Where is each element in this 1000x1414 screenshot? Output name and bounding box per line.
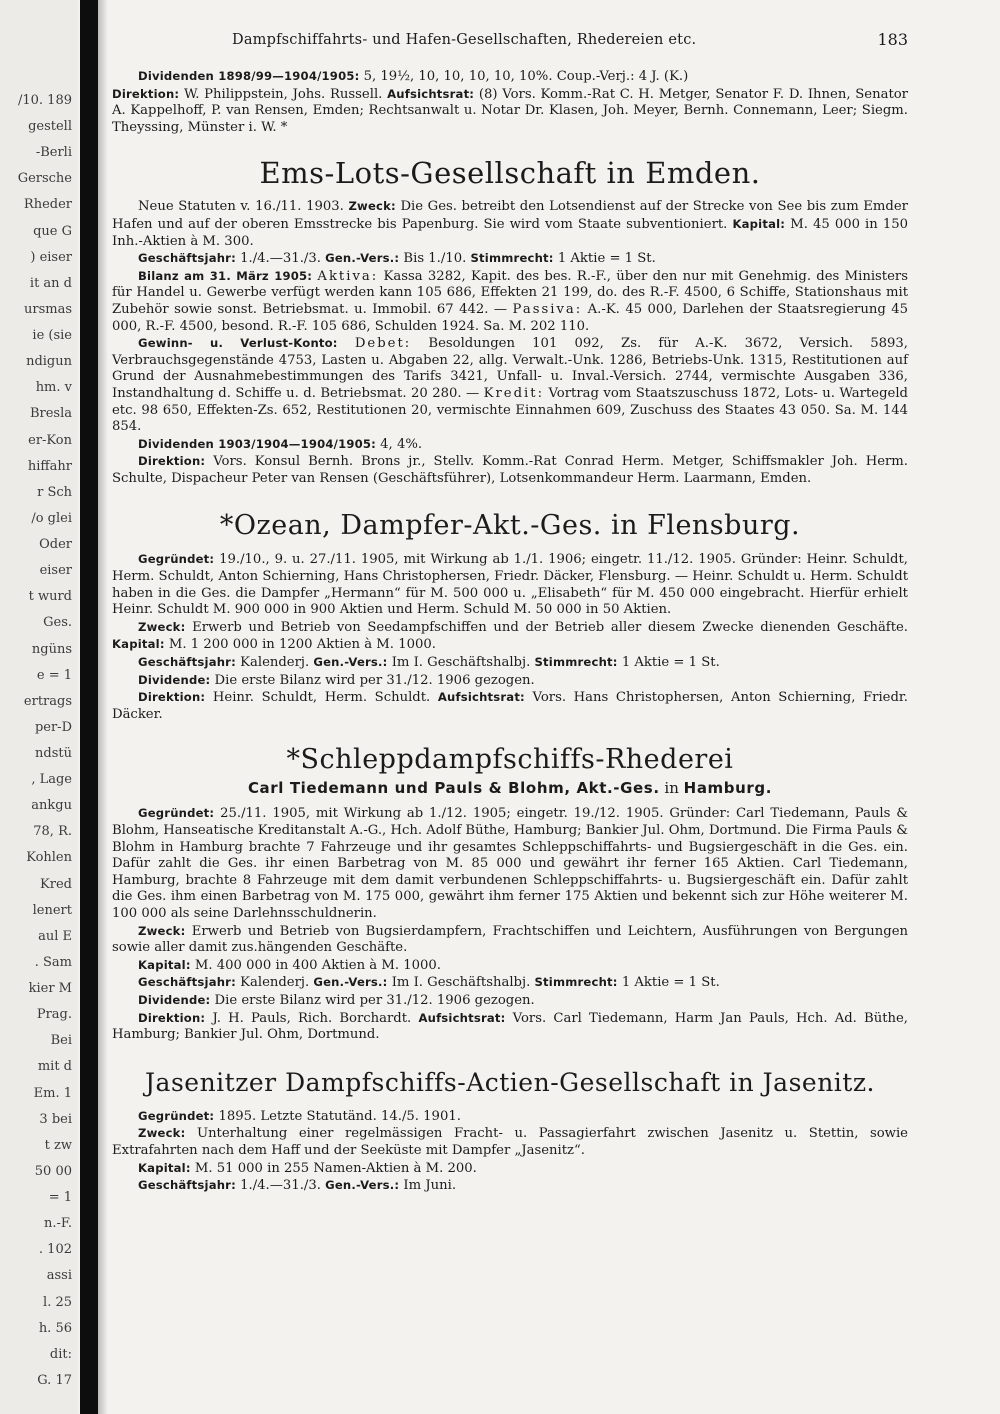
margin-fragment: hiffahr (27, 458, 72, 474)
subheading-in: in (664, 779, 679, 798)
text-debet: Besoldungen 101 092, Zs. für A.-K. 3672, Versich. 5893, Verbrauchsgegenstände 4753, Lasten u. Abgaben 22, allg. Verwalt.-Unk. 1286, Betriebs-Unk. 1315, Restitutionen auf Grund der Ausnahmebestimmungen des Tarifs 3421, Unfall- u. Inval.-Versich. 2744, vermischte Ausgaben 336, Instandhaltung d. Schiffe u. d. Betriebsmat. 20 280. — (112, 336, 908, 401)
text-dividende: Die erste Bilanz wird per 31./12. 1906 gezogen. (214, 992, 535, 1008)
margin-fragment: aul E (38, 928, 72, 944)
margin-fragment: ursmas (23, 301, 72, 317)
margin-fragment: Gersche (17, 171, 72, 187)
margin-fragment: lenert (32, 902, 72, 918)
margin-fragment: ngüns (31, 641, 72, 657)
margin-fragment: gestell (28, 119, 72, 135)
running-head (112, 28, 908, 54)
margin-fragment: ndigun (26, 354, 72, 370)
label-gegruendet: Gegründet: (138, 806, 215, 821)
jasenitz-zweck (112, 1125, 908, 1159)
ems-statuten-zweck (112, 198, 908, 250)
margin-fragment: ertrags (23, 693, 72, 709)
text-direktion: Vors. Konsul Bernh. Brons jr., Stellv. Komm.-Rat Conrad Herm. Metger, Schiffsmakler Joh. Herm. Schulte, Dispacheur Peter van Rensen (Geschäftsführer), Lotsenkommandeur Herm. Laarmann, Emden. (112, 454, 908, 486)
text-kredit: Vortrag vom Staatszuschuss 1872, Lots- u. Wartegeld etc. 98 650, Effekten-Zs. 652, Restitutionen 20, vermischte Einnahmen 609, Zuschuss des Staates 43 050. Sa. M. 144 854. (112, 385, 908, 435)
label-dividende: Dividende: (138, 672, 211, 687)
label-geschaeftsjahr: Geschäftsjahr: (138, 1178, 236, 1193)
text-stimmrecht: 1 Aktie = 1 St. (557, 251, 656, 267)
label-kapital: Kapital: (138, 957, 191, 972)
text-kapital: M. 400 000 in 400 Aktien à M. 1000. (194, 957, 441, 973)
margin-fragment: ankgu (31, 798, 72, 814)
margin-fragment: 78, R. (33, 824, 72, 840)
ems-bilanz (112, 268, 908, 335)
text-direktion: Heinr. Schuldt, Herm. Schuldt. (212, 690, 431, 706)
ems-direktion (112, 453, 908, 487)
margin-fragment: dit: (49, 1346, 72, 1362)
entry-ozean (112, 511, 908, 723)
entry-ems-lots (112, 158, 908, 487)
label-stimmrecht: Stimmrecht: (534, 655, 618, 670)
label-direktion: Direktion: (112, 86, 180, 101)
margin-fragment: Bei (50, 1033, 72, 1049)
label-geschaeftsjahr: Geschäftsjahr: (138, 251, 236, 266)
jasenitz-geschaeftsjahr (112, 1177, 908, 1195)
margin-fragment: kier M (28, 981, 72, 997)
margin-fragment: . Sam (34, 954, 72, 970)
text-kapital: M. 1 200 000 in 1200 Aktien à M. 1000. (168, 637, 436, 653)
margin-fragment: , Lage (31, 772, 72, 788)
margin-fragment: it an d (29, 275, 72, 291)
label-kapital: Kapital: (112, 637, 165, 652)
label-gegruendet: Gegründet: (138, 1108, 215, 1123)
subheading-city: Hamburg. (683, 779, 773, 798)
gutter-shadow (98, 0, 108, 1414)
label-direktion: Direktion: (138, 1010, 206, 1025)
text-stimmrecht: 1 Aktie = 1 St. (621, 655, 720, 671)
margin-fragment: 3 bei (39, 1111, 72, 1127)
text-statuten: Neue Statuten v. 16./11. 1903. (138, 199, 344, 215)
margin-fragment: Kred (40, 876, 72, 892)
margin-fragment: que G (33, 223, 72, 239)
text-dividende: Die erste Bilanz wird per 31./12. 1906 gezogen. (214, 672, 535, 688)
label-kapital: Kapital: (138, 1160, 191, 1175)
entry-jasenitz (112, 1068, 908, 1195)
text-kapital: M. 45 000 in 150 Inh.-Aktien à M. 300. (112, 216, 908, 249)
facing-page-margin (0, 0, 78, 1414)
margin-fragment: . 102 (38, 1242, 72, 1258)
margin-fragment: n.-F. (43, 1216, 72, 1232)
text-geschaeftsjahr: Kalenderj. (240, 655, 310, 671)
text-passiva: A.-K. 45 000, Darlehen der Staatsregierung 45 000, R.-F. 4500, besond. R.-F. 105 686, Schulden 1924. Sa. M. 202 110. (112, 301, 908, 334)
text-zweck: Die Ges. betreibt den Lotsendienst auf der Strecke von See bis zum Emder Hafen und auf der oberen Emsstrecke bis Papenburg. Sie wird vom Staate subventioniert. (112, 199, 908, 232)
label-debet: Debet: (354, 336, 412, 352)
ozean-geschaeftsjahr (112, 654, 908, 672)
margin-fragment: Kohlen (26, 850, 72, 866)
running-title: Dampfschiffahrts- und Hafen-Gesellschaften, Rhedereien etc. (232, 32, 697, 48)
schlepp-dividende (112, 992, 908, 1010)
label-bilanz: Bilanz am 31. März 1905: (138, 268, 313, 283)
margin-fragment: t wurd (28, 589, 72, 605)
ems-geschaeftsjahr (112, 250, 908, 268)
text-gen-vers: Im I. Geschäftshalbj. (391, 975, 531, 991)
margin-fragment: t zw (44, 1137, 72, 1153)
label-aktiva: Aktiva: (317, 268, 379, 284)
label-aufsichtsrat: Aufsichtsrat: (387, 86, 475, 101)
ozean-direktion (112, 689, 908, 723)
entry-subheading (112, 779, 908, 797)
intro-entry (112, 68, 908, 136)
ems-dividenden (112, 436, 908, 454)
jasenitz-kapital (112, 1160, 908, 1178)
text-aufsichtsrat: Vors. Hans Christophersen, Anton Schierning, Friedr. Däcker. (112, 690, 908, 722)
page-number: 183 (877, 30, 908, 49)
label-dividende: Dividende: (138, 992, 211, 1007)
margin-fragment: Prag. (36, 1007, 72, 1023)
text-geschaeftsjahr: 1./4.—31./3. (240, 251, 321, 267)
text-geschaeftsjahr: Kalenderj. (240, 975, 310, 991)
label-kredit: Kredit: (483, 385, 545, 401)
jasenitz-gegruendet (112, 1108, 908, 1126)
ozean-gegruendet (112, 551, 908, 618)
book-gutter (80, 0, 98, 1414)
margin-fragment: Bresla (29, 406, 72, 422)
subheading-company: Carl Tiedemann und Pauls & Blohm, Akt.-Ges. (247, 779, 660, 798)
label-stimmrecht: Stimmrecht: (534, 975, 618, 990)
text-gegruendet: 1895. Letzte Statutänd. 14./5. 1901. (218, 1108, 461, 1124)
label-zweck: Zweck: (138, 619, 186, 634)
text-aufsichtsrat: (8) Vors. Komm.-Rat C. H. Metger, Senator F. D. Ihnen, Senator A. Kappelhoff, P. van Rensen, Emden; Rechtsanwalt u. Notar Dr. Klasen, Joh. Meyer, Bernh. Connemann, Leer; Siegm. Theyssing, Münster i. W. * (112, 86, 908, 135)
label-geschaeftsjahr: Geschäftsjahr: (138, 975, 236, 990)
text-zweck: Unterhaltung einer regelmässigen Fracht- u. Passagierfahrt zwischen Jasenitz u. Stettin, sowie Extrafahrten nach dem Haff und der Seeküste mit Dampfer „Jasenitz“. (112, 1126, 908, 1158)
ems-gewinn-verlust (112, 335, 908, 436)
label-zweck: Zweck: (138, 1126, 186, 1141)
ozean-dividende (112, 672, 908, 690)
label-gewinn-verlust: Gewinn- u. Verlust-Konto: (138, 336, 338, 351)
label-aufsichtsrat: Aufsichtsrat: (437, 690, 525, 705)
margin-fragment: -Berli (35, 145, 72, 161)
label-passiva: Passiva: (512, 301, 583, 317)
text-stimmrecht: 1 Aktie = 1 St. (621, 975, 720, 991)
label-zweck: Zweck: (348, 199, 396, 214)
label-gen-vers: Gen.-Vers.: (313, 975, 388, 990)
label-aufsichtsrat: Aufsichtsrat: (418, 1010, 506, 1025)
entry-heading: Jasenitzer Dampfschiffs-Actien-Gesellschaft in Jasenitz. (145, 1067, 875, 1097)
text-gegruendet: 19./10., 9. u. 27./11. 1905, mit Wirkung ab 1./1. 1906; eingetr. 11./12. 1905. Gründer: Heinr. Schuldt, Herm. Schuldt, Anton Schierning, Hans Christophersen, Friedr. Däcker, Flensburg. — Heinr. Schuldt u. Herm. Schuldt haben in die Ges. die Dampfer „Hermann“ für M. 500 000 u. „Elisabeth“ für M. 450 000 eingebracht. Hierfür erhielt Heinr. Schuldt M. 900 000 in 900 Aktien und Herm. Schuld M. 50 000 in 50 Aktien. (112, 552, 908, 618)
intro-dividenden (112, 68, 908, 136)
label-gen-vers: Gen.-Vers.: (313, 655, 388, 670)
text-gen-vers: Bis 1./10. (403, 251, 467, 267)
schlepp-direktion (112, 1010, 908, 1044)
label-direktion: Direktion: (138, 454, 206, 469)
margin-fragment: 50 00 (34, 1163, 72, 1179)
margin-fragment: er-Kon (28, 432, 72, 448)
margin-fragment: l. 25 (43, 1294, 72, 1310)
label-gen-vers: Gen.-Vers.: (325, 251, 400, 266)
margin-fragment: e = 1 (36, 667, 72, 683)
margin-fragment: assi (46, 1268, 72, 1284)
margin-fragment: r Sch (37, 484, 72, 500)
text-gen-vers: Im Juni. (403, 1178, 457, 1194)
margin-fragment: Ges. (43, 615, 72, 631)
schlepp-zweck (112, 923, 908, 957)
entry-heading: *Ozean, Dampfer-Akt.-Ges. in Flensburg. (219, 510, 801, 542)
label-dividenden: Dividenden 1903/1904—1904/1905: (138, 436, 376, 451)
margin-fragment: per-D (34, 719, 72, 735)
entry-heading: Ems-Lots-Gesellschaft in Emden. (259, 156, 761, 191)
text-zweck: Erwerb und Betrieb von Bugsierdampfern, Frachtschiffen und Leichtern, Ausführungen von Bergungen sowie aller damit zus.hängenden Geschäfte. (112, 923, 908, 956)
margin-fragment: ie (sie (32, 328, 72, 344)
margin-fragment: mit d (37, 1059, 72, 1075)
text-gen-vers: Im I. Geschäftshalbj. (391, 655, 531, 671)
margin-fragment: ndstü (35, 746, 72, 761)
schlepp-geschaeftsjahr (112, 974, 908, 992)
label-direktion: Direktion: (138, 690, 206, 705)
label-stimmrecht: Stimmrecht: (470, 251, 554, 266)
margin-fragment: eiser (39, 563, 72, 579)
label-gegruendet: Gegründet: (138, 552, 215, 567)
entry-heading: *Schleppdampfschiffs-Rhederei (286, 744, 734, 776)
margin-fragment: /10. 189 (18, 93, 72, 108)
label-zweck: Zweck: (138, 923, 186, 938)
margin-fragment: G. 17 (37, 1372, 72, 1388)
schlepp-kapital (112, 957, 908, 975)
text-dividenden: 5, 19½, 10, 10, 10, 10, 10%. Coup.-Verj.: 4 J. (K.) (363, 69, 689, 84)
margin-fragment: /o glei (31, 510, 72, 526)
text-geschaeftsjahr: 1./4.—31./3. (240, 1178, 321, 1194)
text-direktion: J. H. Pauls, Rich. Borchardt. (212, 1010, 412, 1026)
page-content (112, 28, 908, 1195)
entry-schlepp (112, 745, 908, 1043)
text-zweck: Erwerb und Betrieb von Seedampfschiffen und der Betrieb aller diesem Zwecke dienenden Geschäfte. (192, 619, 908, 635)
text-direktion: W. Philippstein, Johs. Russell. (184, 86, 383, 102)
text-dividenden: 4, 4%. (380, 436, 423, 452)
label-kapital: Kapital: (732, 216, 786, 231)
text-aufsichtsrat: Vors. Carl Tiedemann, Harm Jan Pauls, Hch. Ad. Büthe, Hamburg; Bankier Jul. Ohm, Dortmund. (112, 1010, 909, 1043)
label-gen-vers: Gen.-Vers.: (325, 1178, 400, 1193)
margin-fragment: hm. v (35, 380, 72, 396)
schlepp-gegruendet (112, 805, 908, 922)
label-dividenden: Dividenden 1898/99—1904/1905: (138, 69, 360, 83)
margin-fragment: Rheder (23, 197, 72, 213)
text-aktiva: Kassa 3282, Kapit. des bes. R.-F., über den nur mit Genehmig. des Ministers für Handel u. Gewerbe verfügt werden kann 105 686, Effekten 21 199, do. des R.-F. 4500, 6 Schiffe, Stationshaus mit Zubehör sowie sonst. Betriebsmat. u. Immobil. 67 442. — (112, 268, 908, 317)
margin-fragment: h. 56 (38, 1320, 72, 1336)
margin-fragment: ) eiser (30, 249, 72, 265)
text-kapital: M. 51 000 in 255 Namen-Aktien à M. 200. (194, 1160, 477, 1176)
label-geschaeftsjahr: Geschäftsjahr: (138, 655, 236, 670)
text-gegruendet: 25./11. 1905, mit Wirkung ab 1./12. 1905; eingetr. 19./12. 1905. Gründer: Carl Tiedemann, Pauls & Blohm, Hanseatische Kreditanstalt A.-G., Hch. Adolf Büthe, Hamburg; Bankier Jul. Ohm, Dortmund. Die Firma Pauls & Blohm in Hamburg brachte 7 Fahrzeuge und ihr gesamtes Schleppschiffahrts- und Bugsiergeschäft in die Ges. ein. Dafür zahlt die Ges. ihr einen Barbetrag von M. 85 000 und gewährt ihr ferner 165 Aktien. Carl Tiedemann, Hamburg, brachte 8 Fahrzeuge mit dem damit verbundenen Schleppschiffahrts- u. Bugsiergeschäft ein. Dafür zahlt die Ges. ihm einen Barbetrag von M. 175 000, gewährt ihm ferner 175 Aktien und bekennt sich zur Höhe weiterer M. 100 000 als seine Darlehnsschuldnerin. (112, 806, 908, 921)
margin-fragment: Em. 1 (33, 1085, 72, 1101)
margin-fragment: Oder (39, 537, 72, 553)
ozean-zweck (112, 619, 908, 654)
margin-fragment: = 1 (48, 1190, 72, 1206)
